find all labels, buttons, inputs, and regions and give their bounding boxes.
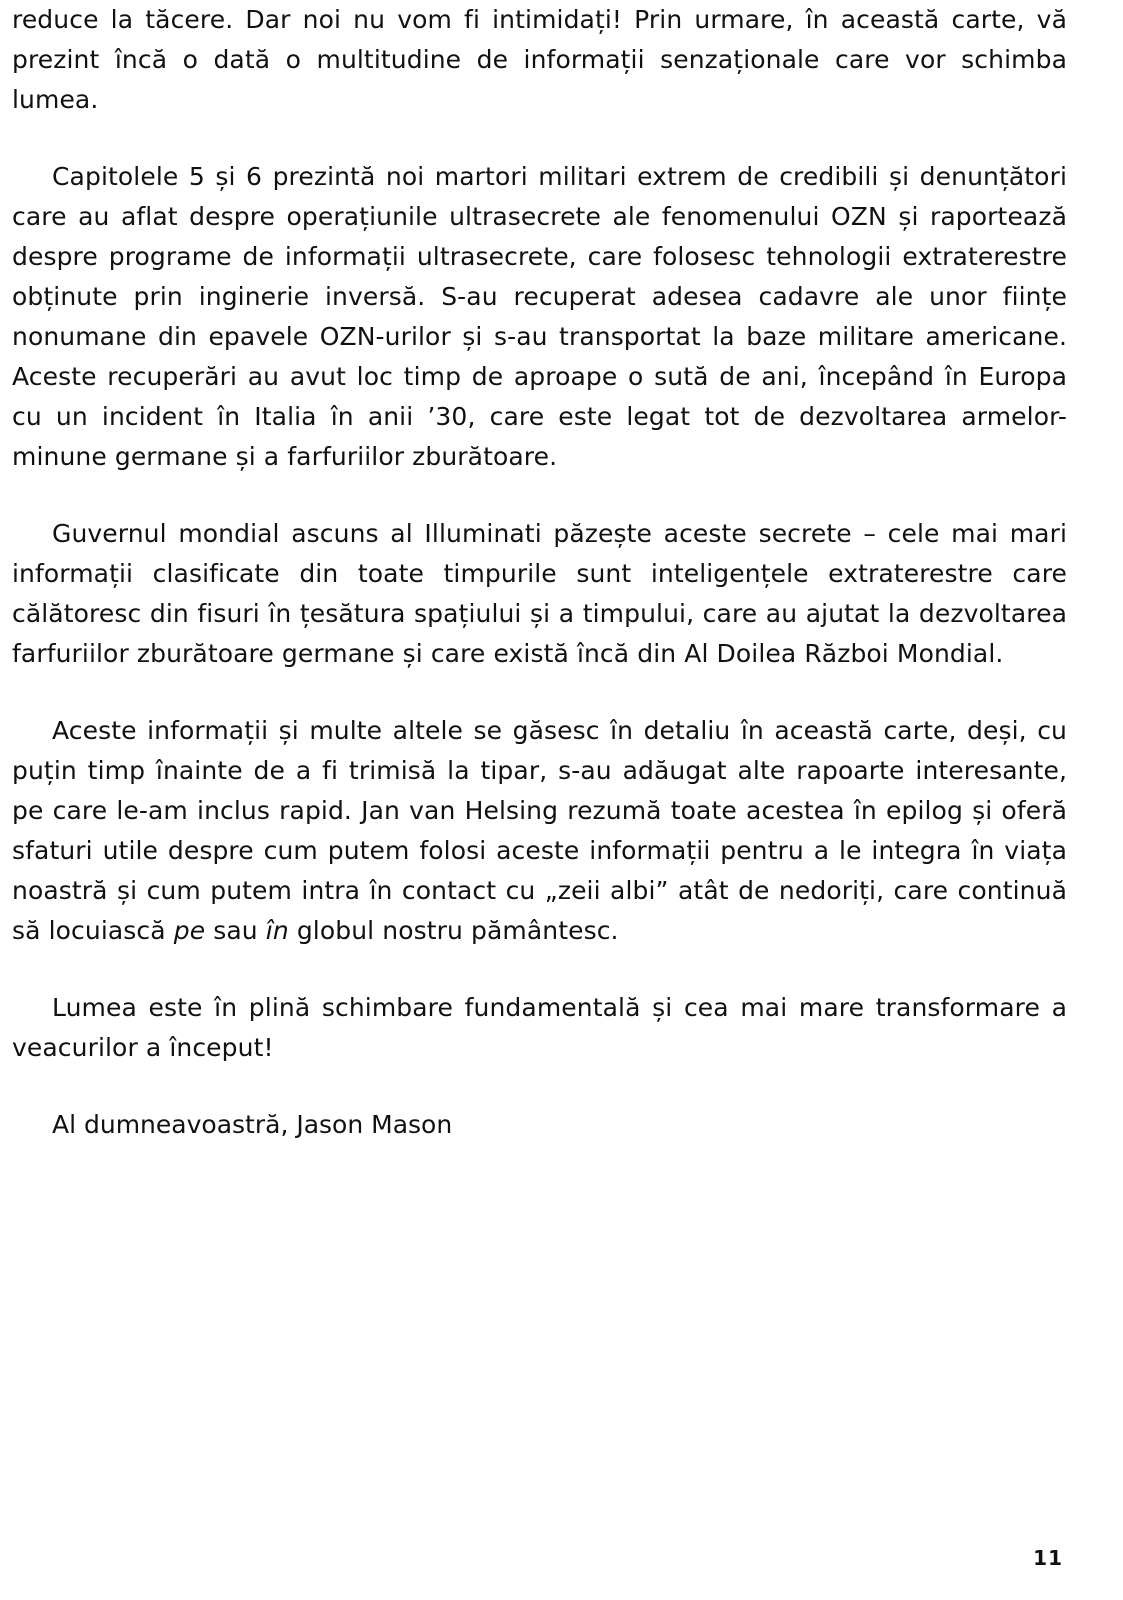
- page-body: [12, 0, 1067, 1145]
- italic-pe: pe: [173, 916, 206, 945]
- paragraph-epilog-text: Aceste informații și multe altele se găsesc în detaliu în această carte, deși, cu puțin timp înainte de a fi trimisă la tipar, s-au adăugat alte rapoarte interesante, pe care le-am inclus rapid. Jan van Helsing rezumă toate acestea în epilog și oferă sfaturi utile despre cum putem folosi aceste informații pentru a le integra în viața noastră și cum putem intra în contact cu „zeii albi” atât de nedoriți, care continuă să locuiască: [12, 716, 1067, 945]
- paragraph-epilog-sau: sau: [205, 916, 266, 945]
- paragraph-spacer: [12, 120, 1067, 157]
- paragraph-spacer: [12, 477, 1067, 514]
- paragraph-intro: reduce la tăcere. Dar noi nu vom fi intimidați! Prin urmare, în această carte, vă prezint încă o dată o multitudine de informații senzaționale care vor schimba lumea.: [12, 5, 1067, 114]
- paragraph-illuminati: Guvernul mondial ascuns al Illuminati păzește aceste secrete – cele mai mari informații clasificate din toate timpurile sunt inteligențele extraterestre care călătoresc din fisuri în țesătura spațiului și a timpului, care au ajutat la dezvoltarea farfuriilor zburătoare germane și care există încă din Al Doilea Război Mondial.: [12, 519, 1067, 668]
- paragraph-spacer: [12, 951, 1067, 988]
- paragraph-spacer: [12, 674, 1067, 711]
- paragraph-epilog-end: globul nostru pământesc.: [288, 916, 619, 945]
- page-number: 11: [1033, 1546, 1063, 1570]
- paragraph-conclusion: Lumea este în plină schimbare fundamentală și cea mai mare transformare a veacurilor a început!: [12, 993, 1067, 1062]
- signature: Al dumneavoastră, Jason Mason: [52, 1110, 453, 1139]
- paragraph-chapters-5-6: Capitolele 5 și 6 prezintă noi martori militari extrem de credibili și denunțători care au aflat despre operațiunile ultrasecrete ale fenomenului OZN și raportează despre programe de informații ultrasecrete, care folosesc tehnologii extraterestre obținute prin inginerie inversă. S-au recuperat adesea cadavre ale unor ființe nonumane din epavele OZN-urilor și s-au transportat la baze militare americane. Aceste recuperări au avut loc timp de aproape o sută de ani, începând în Europa cu un incident în Italia în anii ’30, care este legat tot de dezvoltarea armelor-minune germane și a farfuriilor zburătoare.: [12, 162, 1067, 471]
- paragraph-spacer: [12, 1068, 1067, 1105]
- italic-in: în: [265, 916, 289, 945]
- paragraph-epilog: [12, 711, 1067, 951]
